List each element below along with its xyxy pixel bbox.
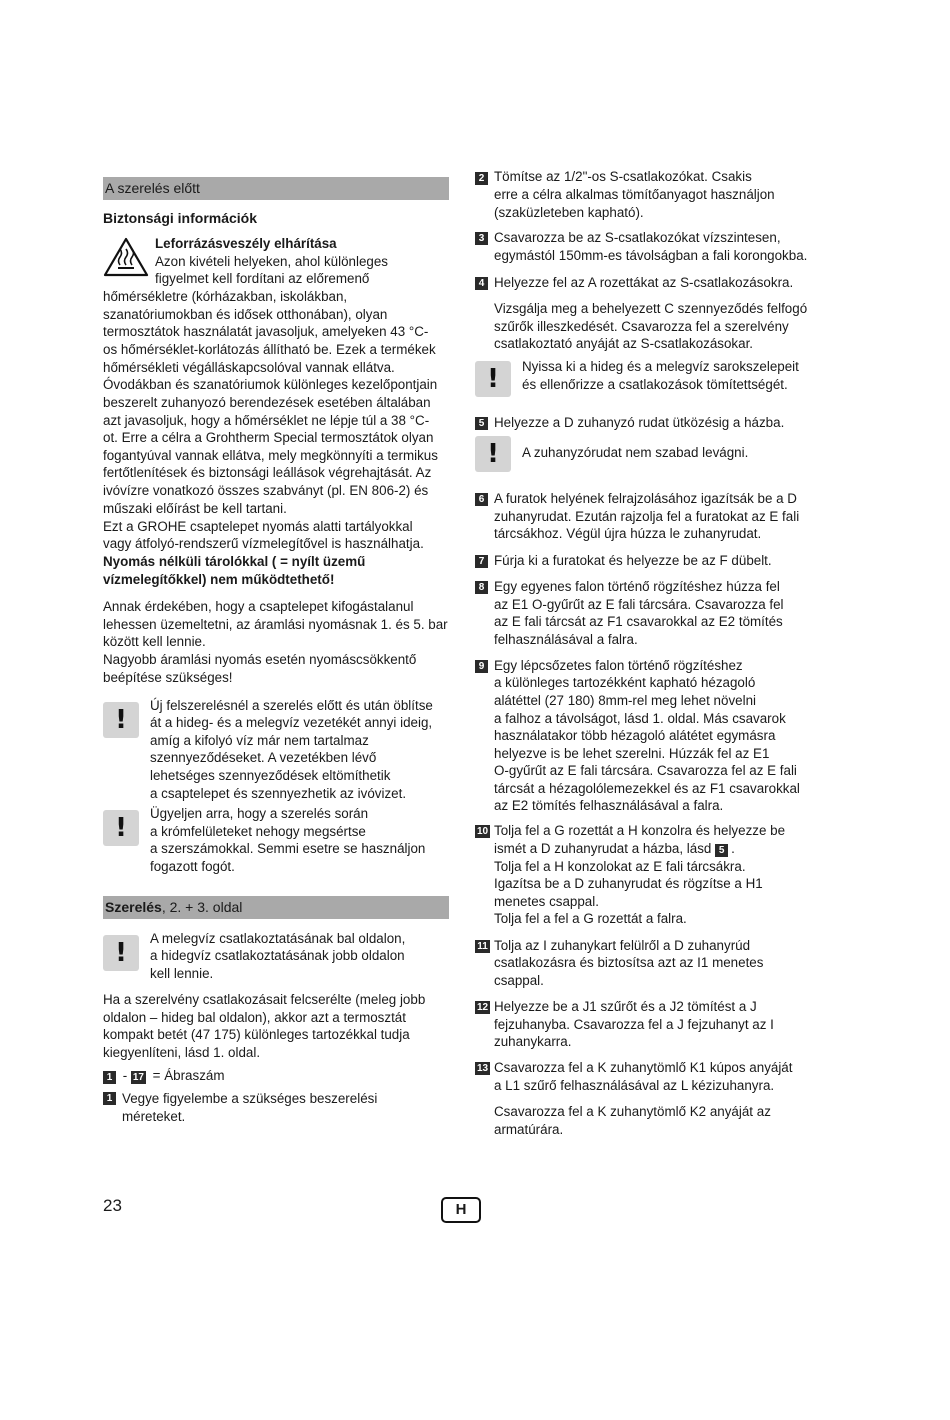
warning-text: amíg a kifolyó víz már nem tartalmaz [150, 733, 369, 748]
step-text: zuhanyrudat. Ezután rajzolja fel a furatokat az E fali [494, 509, 800, 524]
step-text: az E2 tömítés felhasználásával a falra. [494, 798, 724, 813]
step-text: felhasználásával a falra. [494, 632, 638, 647]
step-text: Tolja fel a G rozettát a H konzolra és helyezze be [494, 823, 786, 838]
step-text: Tolja fel a fel a G rozettát a falra. [494, 911, 687, 926]
exclamation-icon: ! [475, 436, 511, 472]
step-text: menetes csappal. [494, 894, 599, 909]
bold-note: vízmelegítőkkel) nem működtethető! [103, 572, 335, 587]
warning-text: a szerszámokkal. Semmi esetre se használjon [150, 841, 426, 856]
figure-number-legend [103, 1067, 225, 1085]
step-text: csatlakoztató anyáját az S-csatlakozásokar. [494, 336, 754, 351]
warning-text: Új felszerelésnél a szerelés előtt és után öblítse [150, 698, 433, 713]
step-text: Csavarozza fel a K zuhanytömlő K1 kúpos anyáját [494, 1060, 793, 1075]
step-number-badge: 2 [475, 172, 488, 185]
step-text: Helyezze be a J1 szűrőt és a J2 tömítést a J [494, 999, 757, 1014]
step-text: Tömítse az 1/2"-os S-csatlakozókat. Csakis [494, 169, 752, 184]
exclamation-icon: ! [103, 702, 139, 738]
exclamation-icon: ! [103, 810, 139, 846]
step-number-badge: 1 [103, 1092, 116, 1105]
body-line: beépítése szükséges! [103, 670, 233, 685]
warning-text: a hidegvíz csatlakoztatásának jobb oldalon [150, 948, 405, 963]
body-line: os hőmérséklet-korlátozás állítható be. Ezek a termékek [103, 342, 436, 357]
step-text: a L1 szűrő felhasználásával az L kézizuhanyra. [494, 1078, 775, 1093]
step-text: alátéttel (27 180) 8mm-rel meg lehet növelni [494, 693, 756, 708]
warning-text: lehetséges szennyeződések eltömíthetik [150, 768, 391, 783]
warning-text: fogazott fogót. [150, 859, 235, 874]
body-line: ivóvízre vonatkozó összes szabványt (pl. EN 806-2) és [103, 483, 429, 498]
body-line: Annak érdekében, hogy a csaptelepet kifogástalanul [103, 599, 414, 614]
step-text: Helyezze fel az A rozettákat az S-csatlakozásokra. [494, 275, 794, 290]
page-number: 23 [103, 1196, 122, 1215]
legend-text: = Ábraszám [152, 1068, 225, 1083]
body-line: Óvodákban és szanatóriumok különleges kezelőpontjain [103, 377, 438, 392]
warning-text: Nyissa ki a hideg és a melegvíz sarokszelepeit [522, 359, 799, 374]
step-number-badge: 5 [475, 417, 488, 430]
body-line: között kell lennie. [103, 634, 206, 649]
step-text: Vizsgálja meg a behelyezett C szennyeződés felfogó [494, 301, 808, 316]
step-number-badge: 17 [132, 1072, 144, 1083]
body-line: szanatóriumokban és idősek otthonában), olyan [103, 307, 388, 322]
step-text: tárcsát a hézagolólemezekkel és az F1 csavarokkal [494, 781, 800, 796]
body-line: kiegyenlíteni, lásd 1. oldal. [103, 1045, 261, 1060]
warning-text: kell lennie. [150, 966, 214, 981]
warning-text: A melegvíz csatlakoztatásának bal oldalon, [150, 931, 406, 946]
step-number-badge: 7 [475, 555, 488, 568]
body-line: beszerelt zuhanyozó berendezések esetében általában [103, 395, 431, 410]
step-text: fejzuhanyba. Csavarozza fel a J fejzuhanyt az I [494, 1017, 774, 1032]
step-text: a falhoz a távolságot, lásd 1. oldal. Más csavarok [494, 711, 786, 726]
bold-note: Nyomás nélküli tárolókkal ( = nyílt üzemű [103, 554, 366, 569]
body-line: műszaki előírást be kell tartani. [103, 501, 287, 516]
warning-text: szennyeződéseket. A vezetékben lévő [150, 750, 377, 765]
hazard-line: figyelmet kell fordítani az előremenő [155, 271, 370, 286]
step-text: csatlakozásra és biztosítsa azt az I1 menetes [494, 955, 764, 970]
hot-surface-warning-icon [103, 237, 149, 280]
step-text: méreteket. [122, 1109, 186, 1124]
hazard-title: Leforrázásveszély elhárítása [155, 236, 337, 251]
step-text: a különleges tartozékként kapható hézagoló [494, 675, 756, 690]
warning-text: át a hideg- és a melegvíz vezetékét annyi ideig, [150, 715, 433, 730]
step-text: az E fali tárcsát az F1 csavarokkal az E2 tömítés [494, 614, 783, 629]
body-line: hőmérsékleti végálláskapcsolóval vannak ellátva. [103, 360, 395, 375]
body-line: Ezt a GROHE csaptelepet nyomás alatti tartályokkal [103, 519, 413, 534]
step-text: Fúrja ki a furatokat és helyezze be az F dübelt. [494, 553, 772, 568]
exclamation-icon: ! [475, 361, 511, 397]
step-text: armatúrára. [494, 1122, 564, 1137]
body-line: fertőtlenítések és biztonsági leállások végrehajtását. Az [103, 465, 432, 480]
warning-text: A zuhanyzórudat nem szabad levágni. [522, 445, 749, 460]
step-text: helyezve is be lehet szerelni. Húzzák fel az E1 [494, 746, 770, 761]
step-text: Egy lépcsőzetes falon történő rögzítéshez [494, 658, 743, 673]
body-line: fogantyúval vannak ellátva, mely megkönnyíti a termikus [103, 448, 438, 463]
step-number-badge: 9 [475, 660, 488, 673]
step-text: Vegye figyelembe a szükséges beszerelési [122, 1091, 378, 1106]
step-text: Csavarozza fel a K zuhanytömlő K2 anyáját az [494, 1104, 771, 1119]
step-text: használatakor több hézagoló alátétet egymásra [494, 728, 776, 743]
step-number-badge: 8 [475, 581, 488, 594]
step-number-badge: 6 [475, 493, 488, 506]
body-line: ot. Erre a célra a Grohtherm Special termosztátok olyan [103, 430, 434, 445]
body-line: vagy átfolyó-rendszerű vízmelegítővel is használhatja. [103, 536, 424, 551]
body-line: lehessen üzemeltetni, az áramlási nyomásnak 1. és 5. bar [103, 617, 448, 632]
warning-text: a krómfelületeket nehogy megsértse [150, 824, 366, 839]
step-text: egymástól 150mm-es távolságban a fali korongokba. [494, 248, 808, 263]
step-text: az E1 O-gyűrűt az E fali tárcsára. Csavarozza fel [494, 597, 784, 612]
step-number-badge: 11 [475, 940, 490, 953]
safety-heading: Biztonsági információk [103, 210, 258, 226]
step-number-badge: 4 [475, 277, 488, 290]
step-number-badge: 1 [103, 1071, 116, 1084]
country-badge: H [441, 1197, 481, 1223]
hazard-line: Azon kivételi helyeken, ahol különleges [155, 254, 388, 269]
step-text: Egy egyenes falon történő rögzítéshez húzza fel [494, 579, 780, 594]
step-text: Tolja az I zuhanykart felülről a D zuhanyrúd [494, 938, 751, 953]
step-number-badge: 3 [475, 232, 488, 245]
step-text: (szaküzleteben kapható). [494, 205, 644, 220]
warning-text: a csaptelepet és szennyezhetik az ivóvizet. [150, 786, 407, 801]
section-header-installation [103, 896, 449, 919]
body-line: oldalon – hideg bal oldalon), akkor azt a termosztát [103, 1010, 406, 1025]
step-text: Tolja fel a H konzolokat az E fali tárcsákra. [494, 859, 746, 874]
step-number-badge: 13 [476, 1063, 489, 1074]
step-reference-badge: 5 [715, 844, 728, 857]
step-text: Csavarozza be az S-csatlakozókat vízszintesen, [494, 230, 781, 245]
step-text: tárcsákhoz. Végül újra húzza le zuhanyrudat. [494, 526, 762, 541]
exclamation-icon: ! [103, 935, 139, 971]
step-text: O-gyűrűt az E fali tárcsára. Csavarozza fel az E fali [494, 763, 797, 778]
step-text: Igazítsa be a D zuhanyrudat és rögzítse a H1 [494, 876, 763, 891]
step-number-badge: 10 [476, 826, 489, 837]
step-text: zuhanykarra. [494, 1034, 572, 1049]
section-title-rest: , 2. + 3. oldal [161, 899, 243, 915]
warning-text: Ügyeljen arra, hogy a szerelés során [150, 806, 369, 821]
warning-text: és ellenőrizze a csatlakozások tömítettségét. [522, 377, 788, 392]
step-text: Helyezze a D zuhanyzó rudat ütközésig a házba. [494, 415, 785, 430]
step-text: A furatok helyének felrajzolásához igazítsák be a D [494, 491, 797, 506]
legend-separator: - [122, 1068, 128, 1083]
section-title-bold: Szerelés [105, 899, 162, 915]
body-line: hőmérsékletre (kórházakban, iskolákban, [103, 289, 348, 304]
step-text: ismét a D zuhanyrudat a házba, lásd [494, 841, 712, 856]
step-text: erre a célra alkalmas tömítőanyagot használjon [494, 187, 775, 202]
step-text: csappal. [494, 973, 544, 988]
step-number-badge: 12 [476, 1002, 489, 1013]
body-line: azt javasoljuk, hogy a hőmérséklet ne lépje túl a 38 °C- [103, 413, 430, 428]
body-line: Nagyobb áramlási nyomás esetén nyomáscsökkentő [103, 652, 417, 667]
section-header-before-installation: A szerelés előtt [103, 177, 449, 200]
step-text-with-ref: ismét a D zuhanyrudat a házba, lásd 5 . [494, 841, 735, 856]
body-line: termosztátok használatát javasoljuk, amelyeken 43 °C- [103, 324, 429, 339]
body-line: Ha a szerelvény csatlakozásait felcserélte (meleg jobb [103, 992, 426, 1007]
step-text: szűrők illeszkedését. Csavarozza fel a szerelvény [494, 319, 789, 334]
body-line: kompakt betét (47 175) különleges tartozékkal tudja [103, 1027, 410, 1042]
